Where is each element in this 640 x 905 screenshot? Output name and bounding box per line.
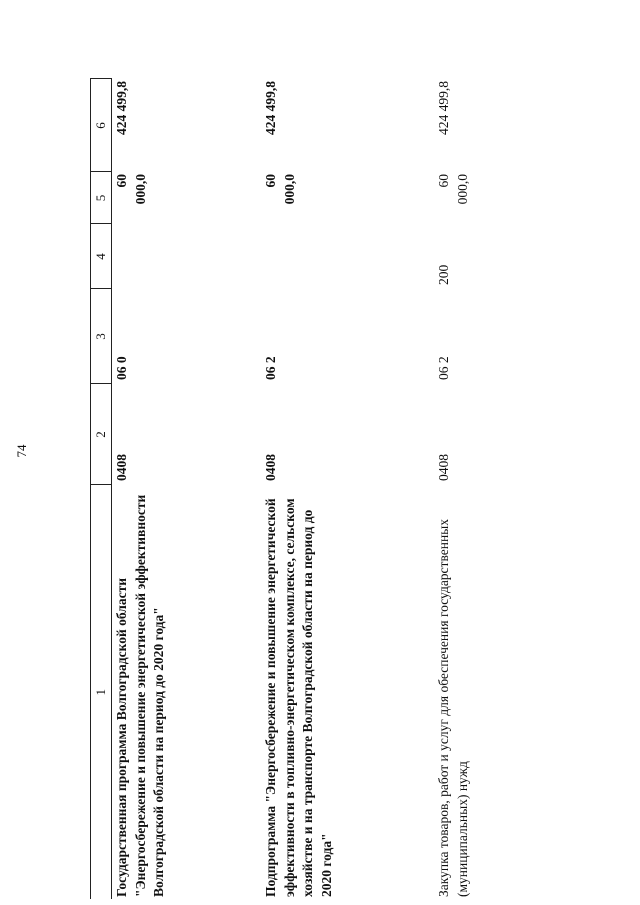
- row-expense-type: [112, 224, 262, 289]
- row-amount-2: 424 499,8: [114, 81, 129, 135]
- row-name: Государственная программа Волгоградской области "Энергосбережение и повышение энергетической эффективности Волгоградской области на период до 2020 года": [114, 494, 166, 897]
- header-col-6: 6: [91, 79, 112, 172]
- row-section-code: 0408: [114, 454, 129, 481]
- table-row: [261, 79, 434, 899]
- rotated-table-container: [90, 79, 640, 899]
- row-amount-2: 424 499,8: [436, 81, 451, 135]
- page-number: 74: [14, 444, 29, 458]
- row-amount-2: 424 499,8: [263, 81, 278, 135]
- row-name: Подпрограмма "Энергосбережение и повышение энергетической эффективности в топливно-энергетическом комплексе, сельском хозяйстве и на транспорте Волгоградской области на период до 2020 года": [263, 498, 334, 897]
- row-target-code: 06 2: [263, 356, 278, 380]
- row-amount-1: 60 000,0: [436, 174, 470, 205]
- budget-table: [90, 79, 515, 900]
- table-row: [434, 79, 515, 899]
- row-section-code: 0408: [263, 454, 278, 481]
- row-name: Закупка товаров, работ и услуг для обеспечения государственных (муниципальных) нужд: [436, 518, 470, 897]
- header-col-5: 5: [91, 172, 112, 224]
- rotated-table-inner: [90, 79, 640, 899]
- row-expense-type: [261, 224, 434, 289]
- row-expense-type: 200: [436, 264, 451, 285]
- header-col-2: 2: [91, 384, 112, 485]
- header-col-3: 3: [91, 289, 112, 384]
- table-header-row: [91, 79, 112, 899]
- header-col-1: 1: [91, 485, 112, 899]
- row-section-code: 0408: [436, 454, 451, 481]
- table-row: [112, 79, 262, 899]
- header-col-4: 4: [91, 224, 112, 289]
- row-target-code: 06 0: [114, 356, 129, 380]
- row-target-code: 06 2: [436, 356, 451, 380]
- row-amount-1: 60 000,0: [263, 174, 297, 205]
- row-amount-1: 60 000,0: [114, 174, 148, 205]
